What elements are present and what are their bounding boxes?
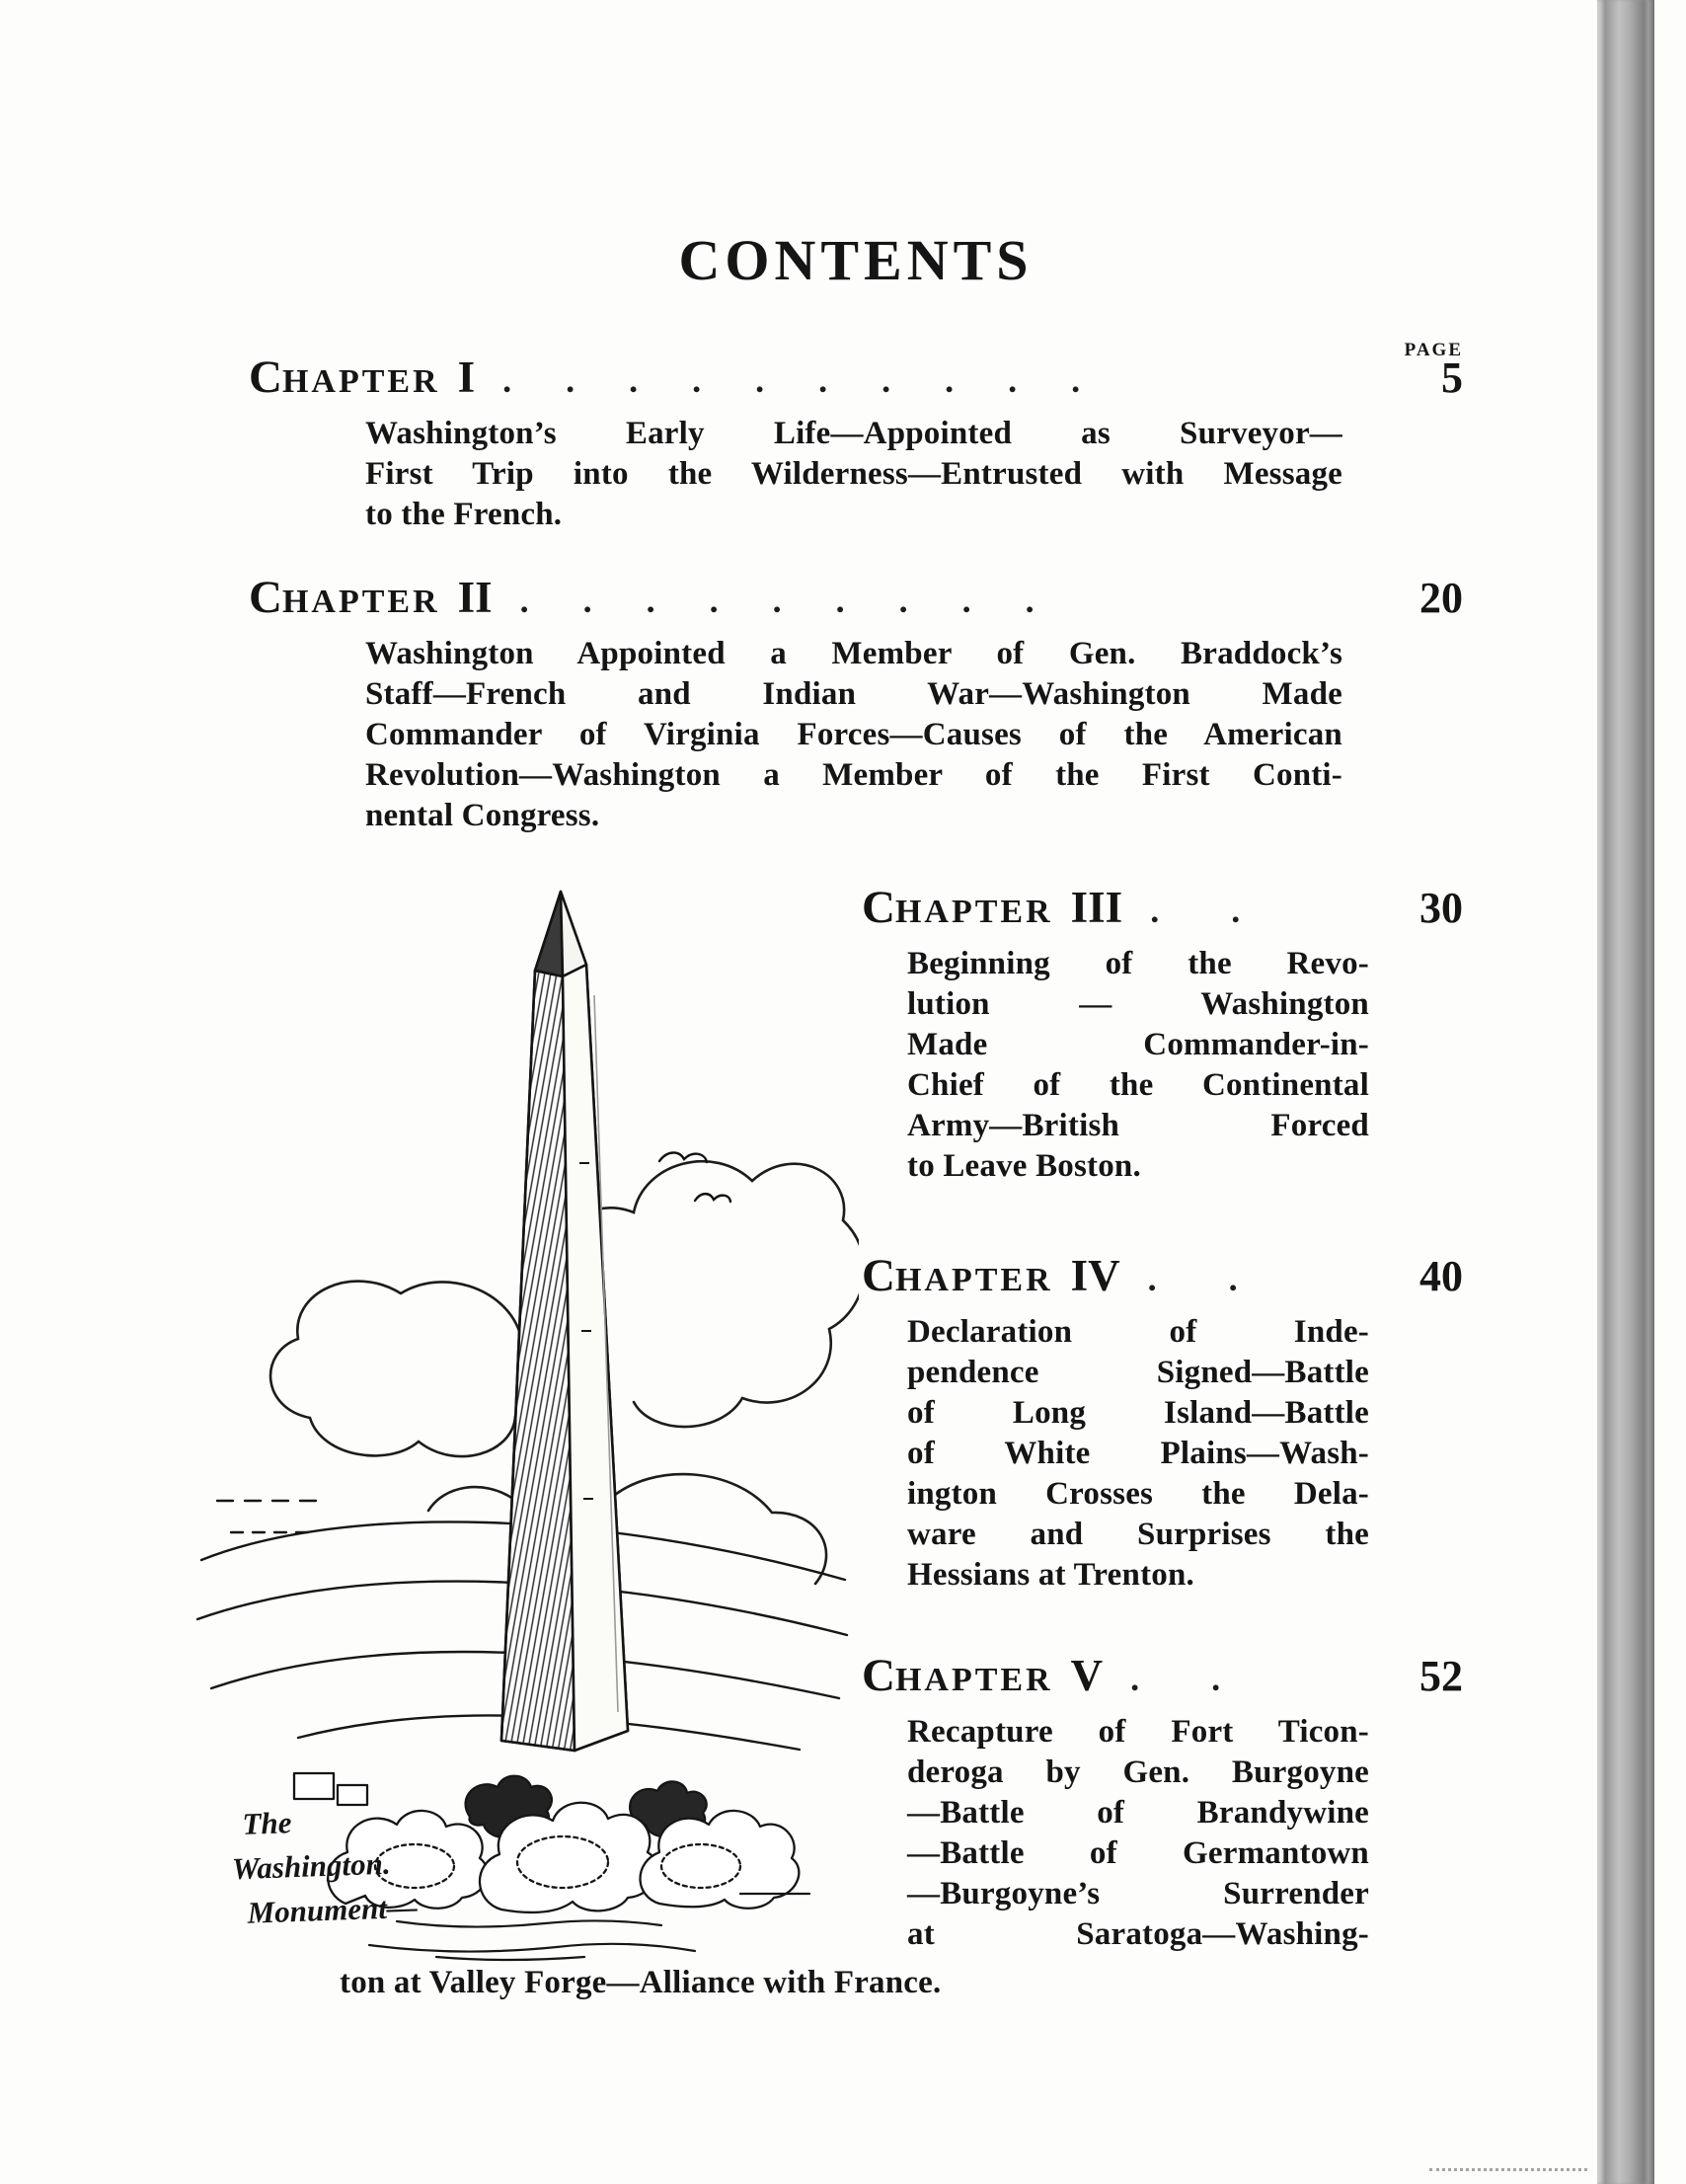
summary-line: lution — Washington	[907, 986, 1369, 1022]
summary-line: ington Crosses the Dela-	[907, 1476, 1369, 1512]
summary-line: Washington Appointed a Member of Gen. Braddock’s	[365, 636, 1342, 671]
chapter-label-rest: HAPTER	[894, 1262, 1053, 1298]
chapter-page-number: 52	[1419, 1652, 1463, 1700]
summary-line: ware and Surprises the	[907, 1517, 1369, 1552]
summary-line: First Trip into the Wilderness—Entrusted with Message	[365, 456, 1342, 492]
summary-line: —Burgoyne’s Surrender	[907, 1876, 1369, 1911]
dot-leader: . .	[1150, 891, 1241, 930]
chapter-label-initial: C	[862, 1650, 895, 1701]
scan-noise-dots	[1429, 2168, 1587, 2171]
summary-line: to Leave Boston.	[907, 1148, 1141, 1184]
dot-leader: . .	[1130, 1659, 1221, 1698]
chapter-summary	[907, 1312, 1369, 1596]
chapter-label	[862, 1649, 1103, 1702]
chapter-label-initial: C	[862, 1250, 895, 1301]
chapter-label	[862, 1249, 1120, 1302]
washington-monument-illustration	[188, 867, 859, 1963]
caption-line: Washington.	[231, 1845, 392, 1887]
chapter-entry	[249, 571, 1463, 836]
chapter-numeral: I	[457, 352, 476, 402]
chapter-summary	[907, 1712, 1369, 1955]
chapter-numeral: V	[1070, 1651, 1104, 1700]
summary-line: to the French.	[365, 497, 563, 532]
chapter-label-rest: HAPTER	[894, 1662, 1053, 1698]
dot-leader: . .	[1147, 1259, 1238, 1298]
chapter-label-initial: C	[249, 351, 282, 403]
chapter-heading	[862, 1649, 1463, 1702]
chapter-entry	[862, 1649, 1463, 1955]
caption-line: The	[241, 1805, 292, 1841]
chapter-entry	[249, 351, 1463, 535]
summary-line: Commander of Virginia Forces—Causes of the American	[365, 717, 1342, 752]
continuation-line: ton at Valley Forge—Alliance with France.	[340, 1965, 942, 2000]
chapter-label-initial: C	[249, 572, 282, 623]
chapter-numeral: II	[457, 573, 493, 622]
summary-line: Beginning of the Revo-	[907, 946, 1369, 981]
chapter-page-number: 20	[1419, 574, 1463, 622]
chapter-page-number: 5	[1441, 353, 1463, 402]
chapter-label-rest: HAPTER	[281, 584, 440, 620]
summary-line: nental Congress.	[365, 798, 600, 833]
chapter-heading	[862, 881, 1463, 934]
illustration-caption	[230, 1796, 419, 1935]
chapter-summary	[907, 944, 1369, 1187]
chapter-label	[249, 351, 475, 404]
page-column-label: PAGE	[1404, 340, 1463, 360]
chapter-heading	[249, 571, 1463, 624]
chapter-page-number: 40	[1419, 1252, 1463, 1300]
summary-line: Made Commander-in-	[907, 1027, 1369, 1062]
chapter-entry	[862, 1249, 1463, 1596]
chapter-heading	[862, 1249, 1463, 1302]
summary-line: Washington’s Early Life—Appointed as Surveyor—	[365, 416, 1342, 451]
summary-line: pendence Signed—Battle	[907, 1355, 1369, 1390]
summary-line: Revolution—Washington a Member of the First Conti-	[365, 757, 1342, 793]
summary-line: Army—British Forced	[907, 1108, 1369, 1143]
chapter-label	[862, 881, 1122, 934]
page-title: CONTENTS	[678, 228, 1034, 292]
summary-line: Recapture of Fort Ticon-	[907, 1714, 1369, 1750]
monument-obelisk	[501, 892, 628, 1751]
caption-line: Monument—	[247, 1889, 419, 1930]
summary-line: Declaration of Inde-	[907, 1314, 1369, 1350]
chapter-page-number: 30	[1419, 884, 1463, 932]
chapter-label-initial: C	[862, 882, 895, 933]
chapter-numeral: III	[1070, 883, 1123, 932]
chapter-numeral: IV	[1070, 1251, 1120, 1300]
chapter-entry	[862, 881, 1463, 1187]
summary-line: Staff—French and Indian War—Washington Made	[365, 676, 1342, 712]
summary-line: Hessians at Trenton.	[907, 1557, 1194, 1593]
chapter-label-rest: HAPTER	[281, 363, 440, 400]
birds	[659, 1152, 730, 1202]
summary-line: of White Plains—Wash-	[907, 1436, 1369, 1471]
summary-line: deroga by Gen. Burgoyne	[907, 1755, 1369, 1790]
dot-leader: . . . . . . . . . .	[502, 360, 1081, 400]
chapter-summary	[365, 414, 1342, 535]
dot-leader: . . . . . . . . .	[519, 581, 1035, 620]
summary-line: of Long Island—Battle	[907, 1395, 1369, 1431]
summary-line: —Battle of Brandywine	[907, 1795, 1369, 1831]
chapter-label-rest: HAPTER	[894, 894, 1053, 930]
chapter-heading	[249, 351, 1463, 404]
chapter-label	[249, 571, 493, 624]
summary-line: Chief of the Continental	[907, 1067, 1369, 1103]
chapter-summary	[365, 634, 1342, 836]
summary-line: —Battle of Germantown	[907, 1835, 1369, 1871]
summary-line: at Saratoga—Washing-	[907, 1916, 1369, 1952]
scan-edge-band	[1597, 0, 1654, 2184]
